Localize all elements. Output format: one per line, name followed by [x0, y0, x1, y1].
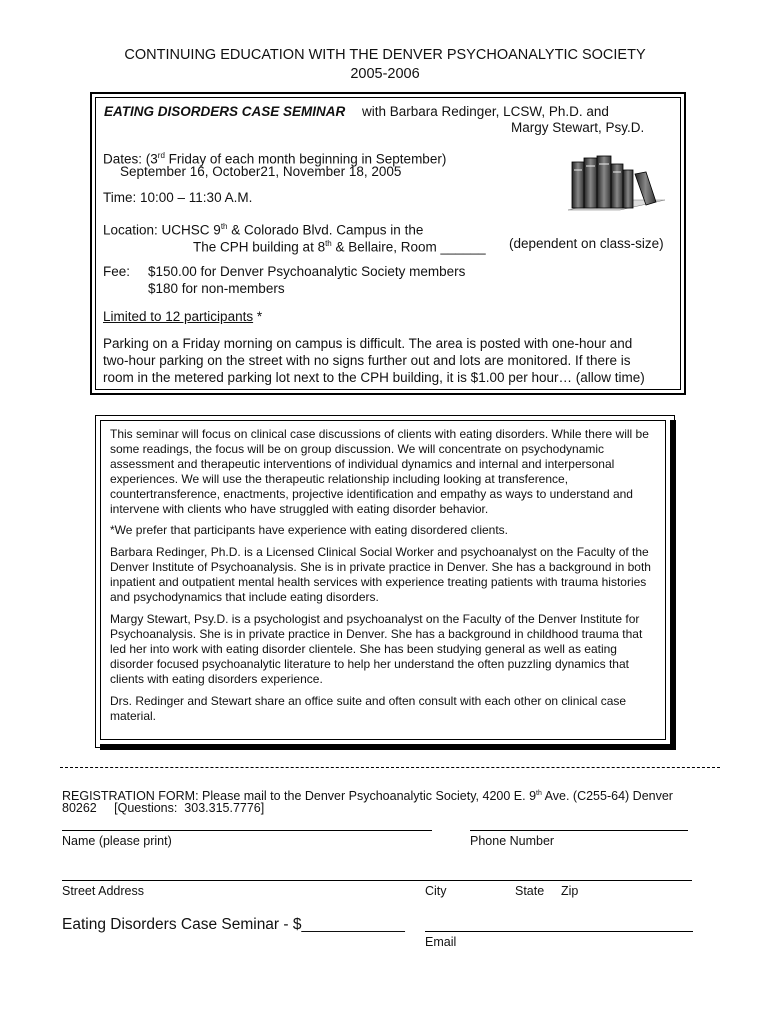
description-para3: Barbara Redinger, Ph.D. is a Licensed Clinical Social Worker and psychoanalyst on the Faculty of the Denver Institute of Psychoanalysis. She is in private practice in Denver. She has a background in both inpatient and outpatient mental health services with experience treating patients with trauma histories and psychodynamics that include eating disorders. [110, 545, 651, 604]
description-para2: *We prefer that participants have experience with eating disordered clients. [110, 523, 508, 537]
registration-prefix: REGISTRATION FORM: Please mail to the Denver Psychoanalytic Society, 4200 E. 9 [62, 789, 537, 804]
page-title: CONTINUING EDUCATION WITH THE DENVER PSYCHOANALYTIC SOCIETY [124, 47, 646, 63]
location-sup: th [220, 222, 228, 231]
limited-asterisk: * [253, 309, 263, 324]
time-line: Time: 10:00 – 11:30 A.M. [103, 190, 253, 205]
location-note: (dependent on class-size) [509, 236, 664, 251]
phone-field[interactable] [470, 830, 688, 831]
description-para5: Drs. Redinger and Stewart share an office suite and often consult with each other on clinical case material. [110, 694, 627, 723]
seminar-instructors-line2: Margy Stewart, Psy.D. [511, 120, 645, 135]
parking-line3: room in the metered parking lot next to the CPH building, it is $1.00 per hour… (allow time) [103, 370, 645, 385]
address-field[interactable] [62, 880, 692, 881]
phone-label: Phone Number [470, 834, 555, 848]
name-label: Name (please print) [62, 834, 172, 848]
location-suffix: & Colorado Blvd. Campus in the [227, 222, 424, 238]
seminar-instructors-line1: with Barbara Redinger, LCSW, Ph.D. and [362, 104, 609, 119]
dates-sup: rd [157, 151, 165, 160]
fee-label: Fee: [103, 264, 131, 279]
fee-line2: $180 for non-members [148, 281, 285, 296]
description-para1: This seminar will focus on clinical case discussions of clients with eating disorders. While there will be some readings, the focus will be on group discussion. We will concentrate on psychodynamic assessment and therapeutic interventions of individual dynamics and internal and interpersonal experiences. We will use the therapeutic relationship including looking at transference, countertransference, enactments, projective identification and empathy as ways to understand and intervene with clients who have struggled with eating disorder behavior. [110, 427, 649, 516]
page-years: 2005-2006 [350, 66, 420, 82]
location2-sup: th [325, 239, 332, 248]
registration-sup: th [536, 790, 542, 797]
street-label: Street Address [62, 884, 144, 898]
seminar-title: EATING DISORDERS CASE SEMINAR [104, 104, 346, 119]
location2-suffix: & Bellaire, Room ______ [331, 239, 486, 255]
registration-line2: 80262 [Questions: 303.315.7776] [62, 801, 265, 815]
registration-suffix: Ave. (C255-64) Denver [541, 789, 673, 804]
fee-line1: $150.00 for Denver Psychoanalytic Society members [148, 264, 466, 279]
state-label: State [515, 884, 545, 898]
limited-line [103, 309, 262, 325]
zip-label: Zip [561, 884, 579, 898]
location-prefix: Location: UCHSC 9 [103, 222, 221, 238]
location2-prefix: The CPH building at 8 [193, 239, 326, 255]
limited-text: Limited to 12 participants [103, 309, 254, 324]
books-icon [560, 152, 670, 214]
parking-line2: two-hour parking on the street with no signs further out and lots are monitored. If there is [103, 353, 631, 368]
description-box [100, 420, 666, 740]
parking-line1: Parking on a Friday morning on campus is difficult. The area is posted with one-hour and [103, 336, 633, 351]
city-label: City [425, 884, 447, 898]
dates-suffix: Friday of each month beginning in September) [164, 151, 447, 167]
email-field[interactable] [425, 931, 693, 932]
location-line2 [193, 236, 486, 256]
dates-line2: September 16, October21, November 18, 2005 [120, 164, 402, 179]
name-field[interactable] [62, 830, 432, 831]
description-para4: Margy Stewart, Psy.D. is a psychologist and psychoanalyst on the Faculty of the Denver Institute for Psychoanalysis. She is in private practice in Denver. She has a background in childhood trauma that led her into work with eating disorder clientele. She has been studying general as well as eating disorder focused psychoanalytic literature to help her understand the often puzzling dynamics that clients with eating disorders experience. [110, 612, 643, 686]
email-label: Email [425, 935, 457, 949]
dates-prefix: Dates: (3 [103, 151, 158, 167]
cut-line [60, 767, 720, 768]
seminar-fee-field[interactable]: Eating Disorders Case Seminar - $____________ [62, 916, 405, 933]
